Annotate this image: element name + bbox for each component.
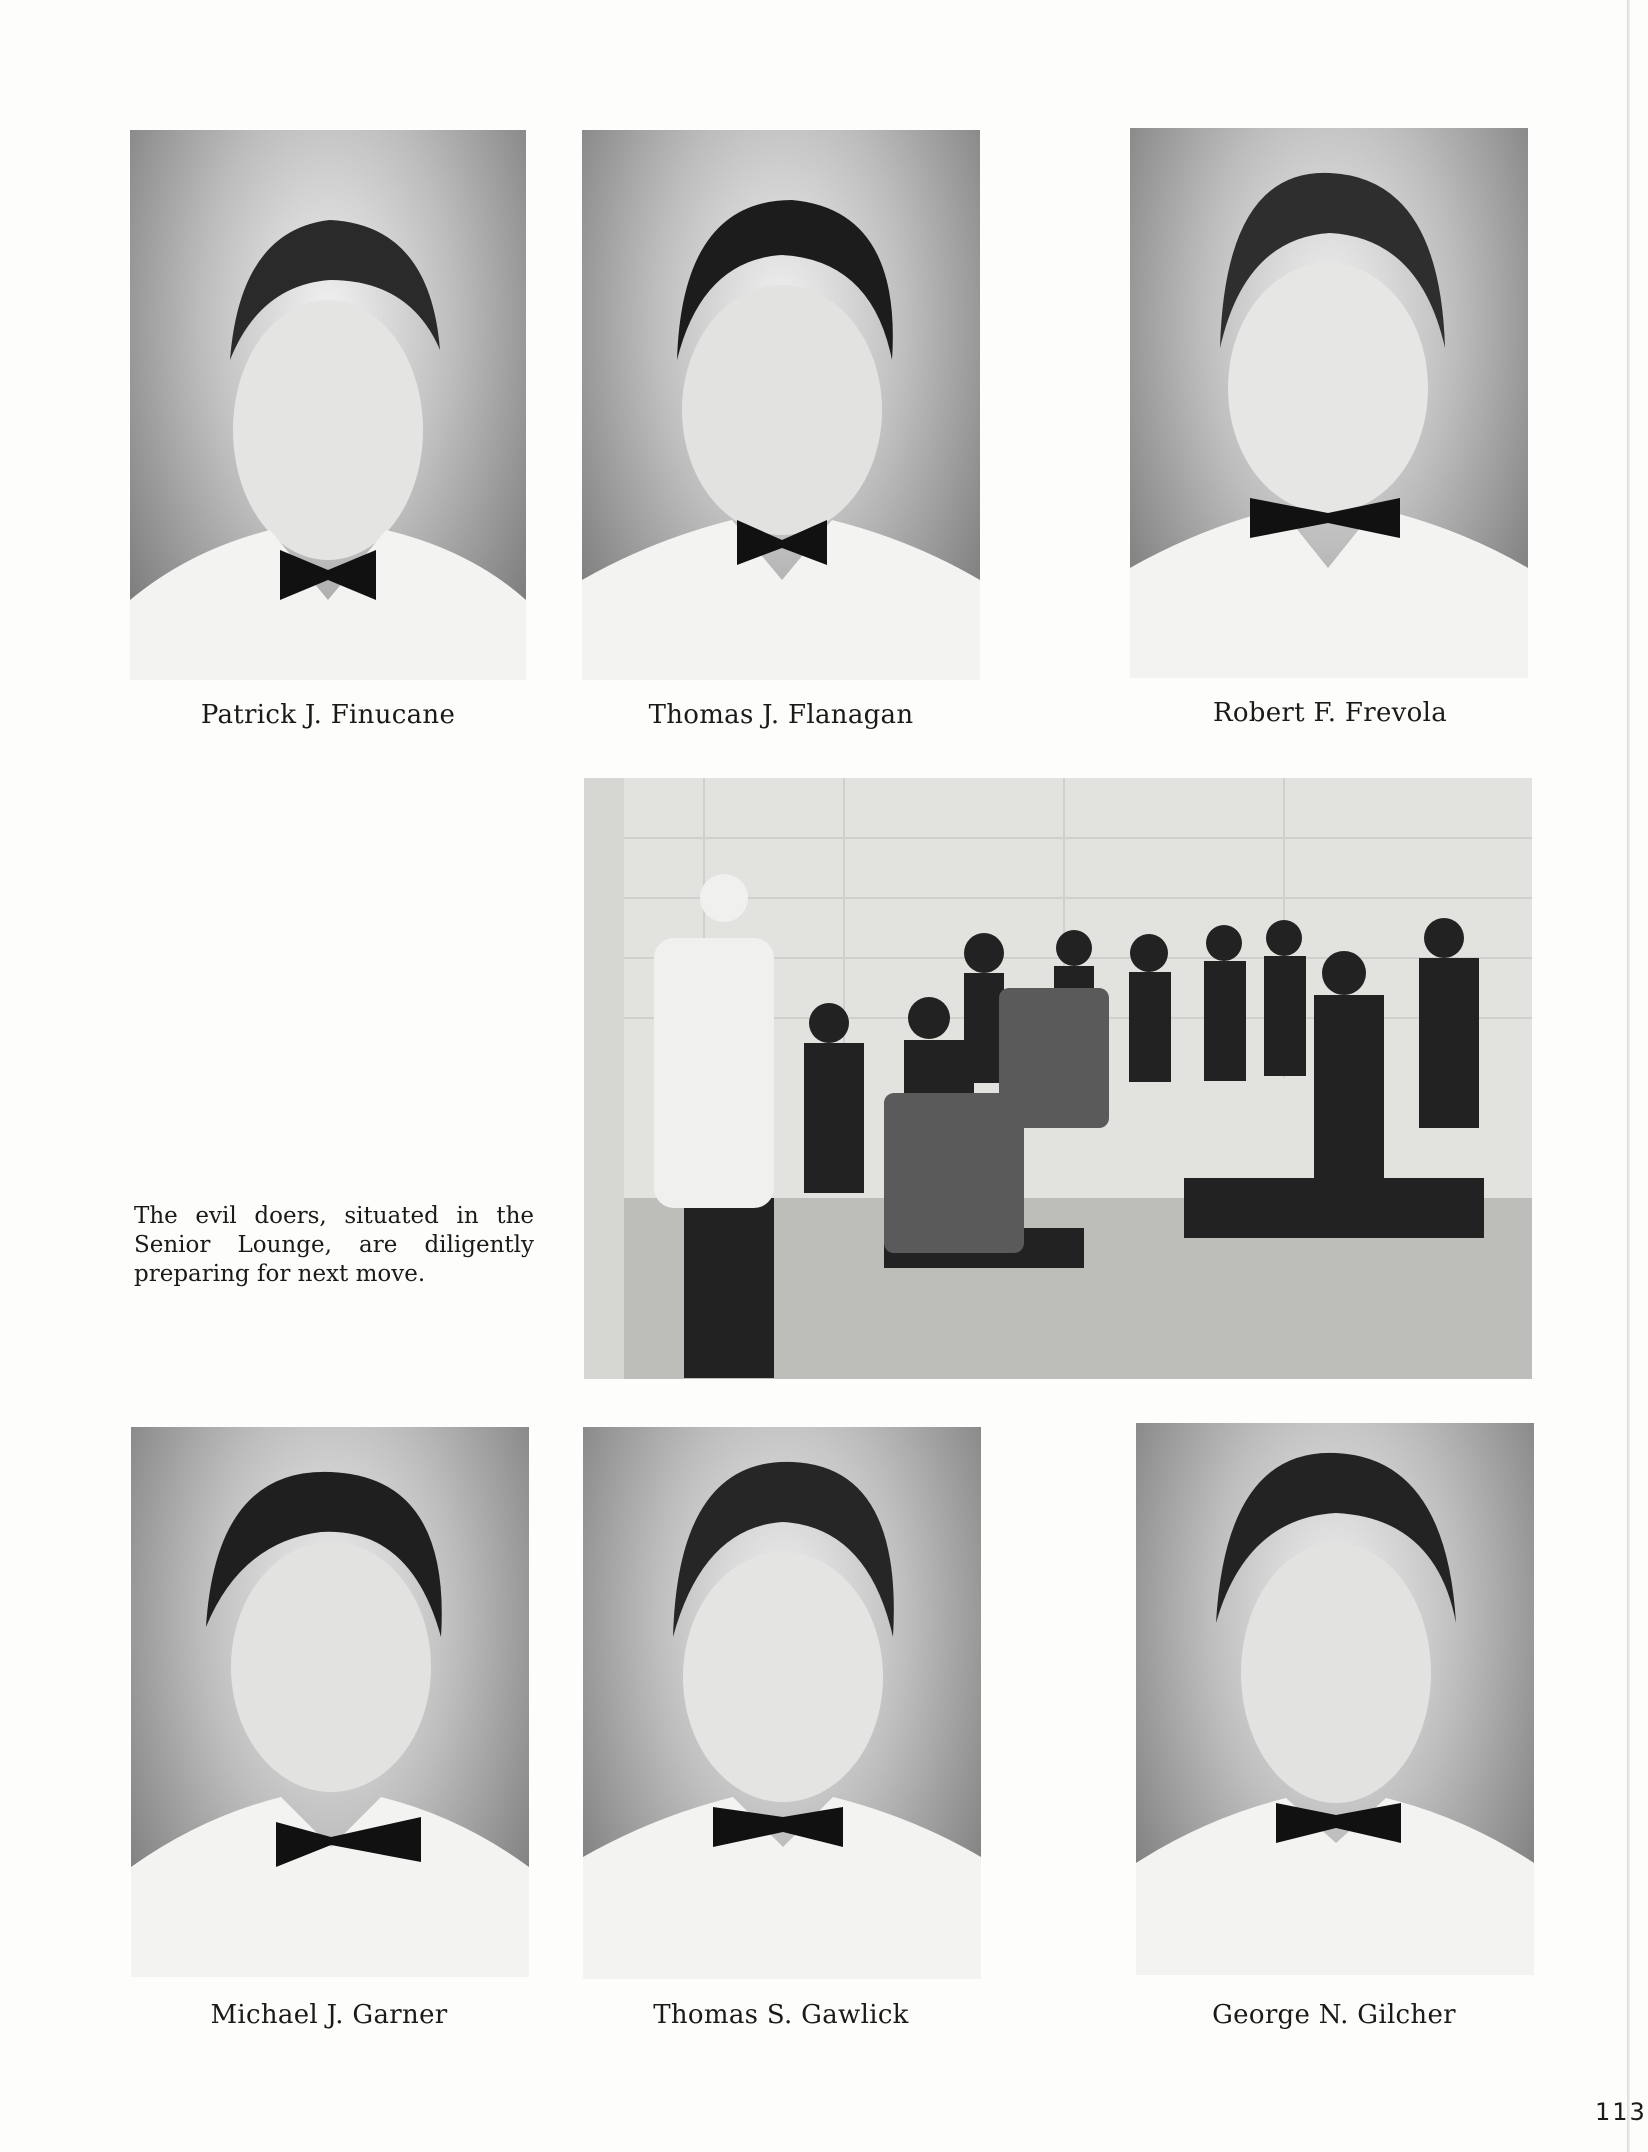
portrait-photo-gilcher bbox=[1136, 1423, 1534, 1975]
group-photo-caption: The evil doers, situated in the Senior Lounge, are diligently preparing for next move. bbox=[134, 1203, 534, 1287]
portrait-name: Patrick J. Finucane bbox=[200, 700, 456, 730]
portrait-name: Michael J. Garner bbox=[210, 2000, 448, 2030]
portrait-photo-garner bbox=[131, 1427, 529, 1977]
portrait-photo-finucane bbox=[130, 130, 526, 680]
portrait-photo-flanagan bbox=[582, 130, 980, 680]
portrait-illustration bbox=[131, 1427, 529, 1977]
portrait-name: Thomas S. Gawlick bbox=[653, 2000, 909, 2030]
group-illustration bbox=[584, 778, 1532, 1379]
page-number: 113 bbox=[1595, 2098, 1647, 2126]
group-photo-senior-lounge bbox=[584, 778, 1532, 1379]
portrait-name: Thomas J. Flanagan bbox=[648, 700, 914, 730]
portrait-illustration bbox=[583, 1427, 981, 1979]
portrait-photo-gawlick bbox=[583, 1427, 981, 1979]
page-edge bbox=[1627, 0, 1630, 2152]
portrait-name: Robert F. Frevola bbox=[1212, 698, 1448, 728]
portrait-illustration bbox=[582, 130, 980, 680]
portrait-illustration bbox=[130, 130, 526, 680]
portrait-illustration bbox=[1130, 128, 1528, 678]
portrait-name: George N. Gilcher bbox=[1212, 2000, 1456, 2030]
portrait-photo-frevola bbox=[1130, 128, 1528, 678]
portrait-illustration bbox=[1136, 1423, 1534, 1975]
